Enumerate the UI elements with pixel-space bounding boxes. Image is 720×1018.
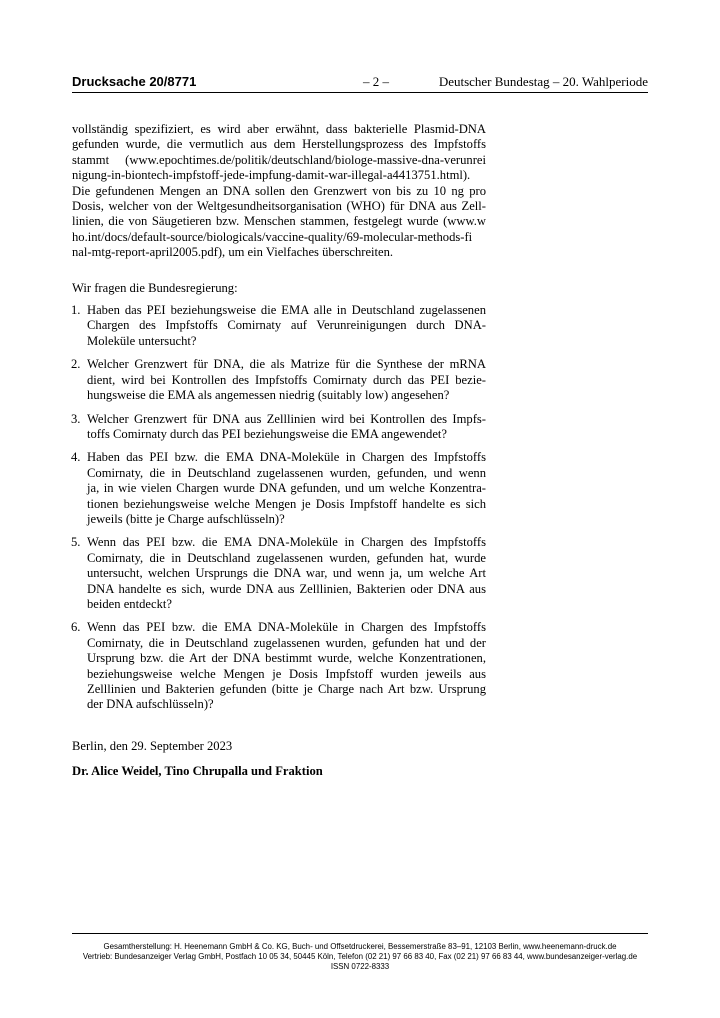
document-number: Drucksache 20/8771 [72,74,197,89]
question-item [72,357,486,403]
intro-line: stammt (www.epochtimes.de/politik/deutschland/biologe-massive-dna-verunrei [72,152,486,167]
question-number: 6. [71,620,81,635]
question-item [72,620,486,712]
intro-line: nal-mtg-report-april2005.pdf), um ein Vielfaches überschreiten. [72,245,394,260]
question-number: 4. [71,450,81,465]
question-line: Chargen des Impfstoffs Comirnaty auf Verunreinigungen durch DNA- [87,318,486,333]
footer-distribution-line: Vertrieb: Bundesanzeiger Verlag GmbH, Postfach 10 05 34, 50445 Köln, Telefon (02 21) 97 66 83 40, Fax (02 21) 97 66 83 44, www.bundesanzeiger-verlag.de [82,952,638,961]
question-line: Wenn das PEI bzw. die EMA DNA-Moleküle in Chargen des Impfstoffs [87,620,486,635]
page-number: – 2 – [363,74,389,89]
question-line: Haben das PEI beziehungsweise die EMA alle in Deutschland zugelassenen [87,303,486,318]
question-line: DNA handelte es sich, wurde DNA aus Zelllinien, Bakterien oder DNA aus [87,581,486,596]
question-line: Comirnaty, die in Deutschland zugelassenen wurden, gefunden, und wenn [87,465,486,480]
question-item [72,535,486,612]
signatories: Dr. Alice Weidel, Tino Chrupalla und Fraktion [72,764,323,779]
question-line: tionen beziehungsweise welche Mengen je Dosis Impfstoff handelte es sich [87,496,486,511]
parliament-period: Deutscher Bundestag – 20. Wahlperiode [438,74,648,89]
question-item [72,412,486,443]
question-list [72,303,486,713]
intro-line: ho.int/docs/default-source/biologicals/vaccine-quality/69-molecular-methods-fi [72,229,473,244]
question-line: Wenn das PEI bzw. die EMA DNA-Moleküle in Chargen des Impfstoffs [87,535,486,550]
question-number: 2. [71,357,81,372]
question-line: hungsweise die EMA als angemessen niedrig (suitably low) angesehen? [87,388,450,403]
question-line: Ursprung bzw. die Art der DNA bestimmt wurde, welche Konzentrationen, [87,651,486,666]
intro-line: Dosis, welcher von der Weltgesundheitsorganisation (WHO) für DNA aus Zell- [72,199,486,214]
question-number: 1. [71,303,81,318]
question-line: beziehungsweise welche Mengen je Dosis Impfstoff wurden jeweils aus [87,666,486,681]
question-item [72,450,486,527]
intro-line: Die gefundenen Mengen an DNA sollen den Grenzwert von bis zu 10 ng pro [72,183,486,198]
question-line: Haben das PEI bzw. die EMA DNA-Moleküle in Chargen des Impfstoffs [87,450,486,465]
intro-line: nigung-in-biontech-impfstoff-jede-impfung-damit-war-illegal-a4413751.html). [72,168,471,183]
question-item [72,303,486,349]
footer-issn-line: ISSN 0722-8333 [330,962,390,971]
date-line: Berlin, den 29. September 2023 [72,738,233,753]
page-footer [72,933,648,972]
question-line: Comirnaty, die in Deutschland zugelassenen wurden, gefunden hat und der [87,635,486,650]
intro-line: linien, die von Säugetieren bzw. Menschen stammen, festgelegt wurde (www.w [72,214,486,229]
question-line: Welcher Grenzwert für DNA, die als Matrize für die Synthese der mRNA [87,357,486,372]
intro-line: gefunden wurde, die vermutlich aus dem Herstellungsprozess des Impfstoffs [72,137,486,152]
question-line: beiden entdeckt? [87,596,172,611]
question-line: toffs Comirnaty durch das PEI beziehungsweise die EMA angewendet? [87,426,447,441]
question-number: 3. [71,411,81,426]
question-line: Zelllinien und Bakterien gefunden (bitte je Charge nach Art bzw. Ursprung [87,682,486,696]
question-line: Moleküle untersucht? [87,333,197,348]
intro-line: vollständig spezifiziert, es wird aber erwähnt, dass bakterielle Plasmid-DNA [72,122,486,136]
intro-paragraph [72,122,486,261]
question-line: Comirnaty, die in Deutschland zugelassenen wurden, gefunden hat, wurde [87,550,486,565]
question-line: Welcher Grenzwert für DNA aus Zelllinien wird bei Kontrollen des Impfs- [87,411,486,426]
question-line: der DNA aufschlüsseln)? [87,697,214,712]
question-line: ja, in wie vielen Chargen wurde DNA gefunden, und um welche Konzentra- [87,481,486,496]
document-body [72,122,486,780]
question-line: untersucht, welchen Ursprungs die DNA war, und wenn ja, um welche Art [87,566,486,581]
footer-printer-line: Gesamtherstellung: H. Heenemann GmbH & Co. KG, Buch- und Offsetdruckerei, Bessemerstraße 83–91, 12103 Berlin, www.heenemann-druck.de [103,942,617,951]
question-number: 5. [71,535,81,550]
question-line: jeweils (bitte je Charge aufschlüsseln)? [87,511,285,526]
question-intro: Wir fragen die Bundesregierung: [72,280,238,295]
question-line: dient, wird bei Kontrollen des Impfstoffs Comirnaty durch das PEI bezie- [87,372,486,387]
page-header [72,74,648,93]
